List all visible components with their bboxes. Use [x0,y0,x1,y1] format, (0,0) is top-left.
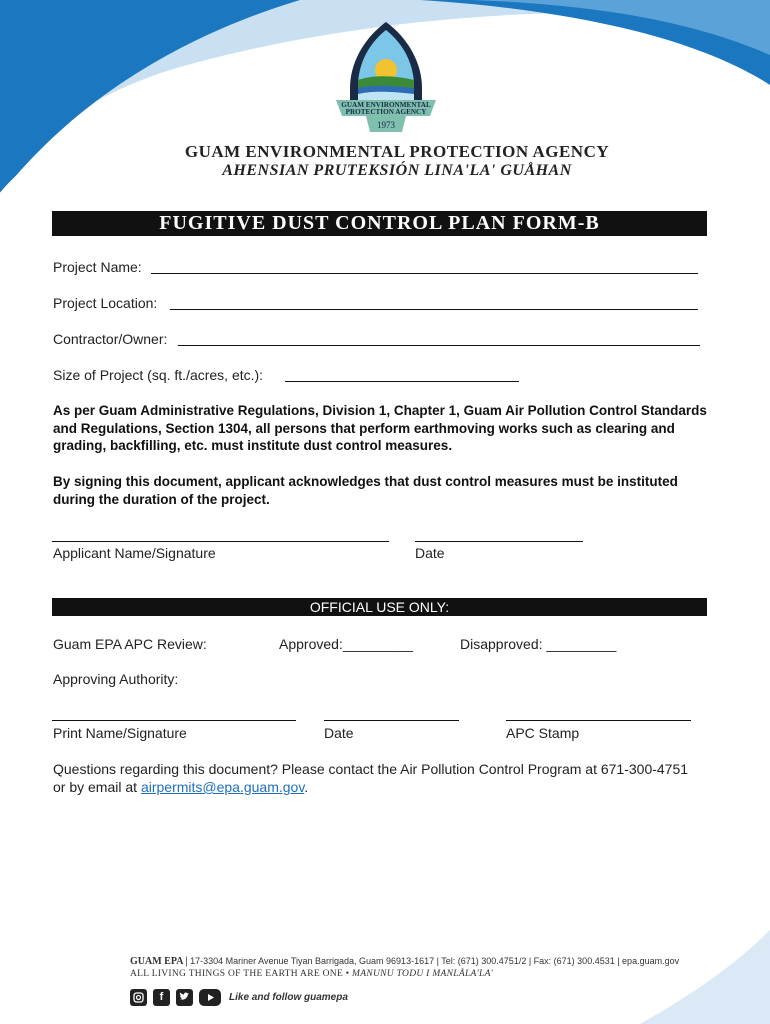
contractor-owner-label: Contractor/Owner: [53,331,168,347]
apc-review-label: Guam EPA APC Review: [53,636,207,652]
contractor-owner-field[interactable] [178,345,700,346]
applicant-signature-field[interactable] [52,541,389,542]
follow-text: Like and follow guamepa [229,991,348,1003]
social-links [130,988,348,1006]
applicant-date-label: Date [415,545,445,561]
footer-motto-english: ALL LIVING THINGS OF THE EARTH ARE ONE • [130,969,350,979]
project-name-field[interactable] [151,273,698,274]
footer-motto [130,969,493,979]
print-name-signature-field[interactable] [52,720,296,721]
seal-ribbon-line1: GUAM ENVIRONMENTAL [341,101,431,109]
facebook-icon[interactable]: f [153,989,170,1006]
footer-motto-chamorro: MANUNU TODU I MANLÅLA'LA' [352,969,493,979]
approved-field[interactable]: Approved:_________ [279,636,413,652]
acknowledgement-paragraph: By signing this document, applicant acknowledges that dust control measures must be instituted during the duration of the project. [53,474,678,507]
agency-name-english: GUAM ENVIRONMENTAL PROTECTION AGENCY [184,142,610,161]
seal-ribbon-line2: PROTECTION AGENCY [345,108,427,116]
form-title: FUGITIVE DUST CONTROL PLAN FORM-B [52,211,707,236]
seal-year: 1973 [377,120,395,130]
youtube-icon[interactable] [199,989,221,1006]
contact-text: Questions regarding this document? Please contact the Air Pollution Control Program at 671-300-4751 or by email at [53,761,689,795]
official-use-header: OFFICIAL USE ONLY: [52,598,707,616]
approving-authority-label: Approving Authority: [53,671,179,687]
print-name-signature-label: Print Name/Signature [53,725,187,741]
guam-epa-seal-logo [330,18,442,138]
contact-suffix: . [304,779,309,795]
footer-address-text: 17-3304 Mariner Avenue Tiyan Barrigada, Guam 96913-1617 | Tel: (671) 300.4751/2 | Fax: (671) 300.4531 | epa.guam.gov [190,956,680,966]
instagram-icon[interactable] [130,989,147,1006]
apc-stamp-field[interactable] [506,720,691,721]
applicant-signature-label: Applicant Name/Signature [53,545,216,561]
project-name-label: Project Name: [53,259,142,275]
agency-name-chamorro: AHENSIAN PRUTEKSIÓN LINA'LA' GUÅHAN [222,162,572,179]
applicant-date-field[interactable] [415,541,583,542]
official-date-label: Date [324,725,354,741]
regulation-paragraph: As per Guam Administrative Regulations, Division 1, Chapter 1, Guam Air Pollution Control Standards and Regulations, Section 1304, all persons that perform earthmoving works such as clearing and grading, backfilling, etc. must institute dust control measures. [53,403,707,453]
footer-address [130,956,679,967]
project-size-field[interactable] [285,381,519,382]
twitter-icon[interactable] [176,989,193,1006]
official-date-field[interactable] [324,720,459,721]
contact-paragraph [53,760,693,796]
footer-brand: GUAM EPA | [130,956,188,967]
contact-email-link[interactable]: airpermits@epa.guam.gov [140,779,305,795]
apc-stamp-label: APC Stamp [506,725,580,741]
project-size-label: Size of Project (sq. ft./acres, etc.): [53,367,264,383]
disapproved-field[interactable]: Disapproved: _________ [460,636,617,652]
project-location-field[interactable] [170,309,698,310]
project-location-label: Project Location: [53,295,158,311]
